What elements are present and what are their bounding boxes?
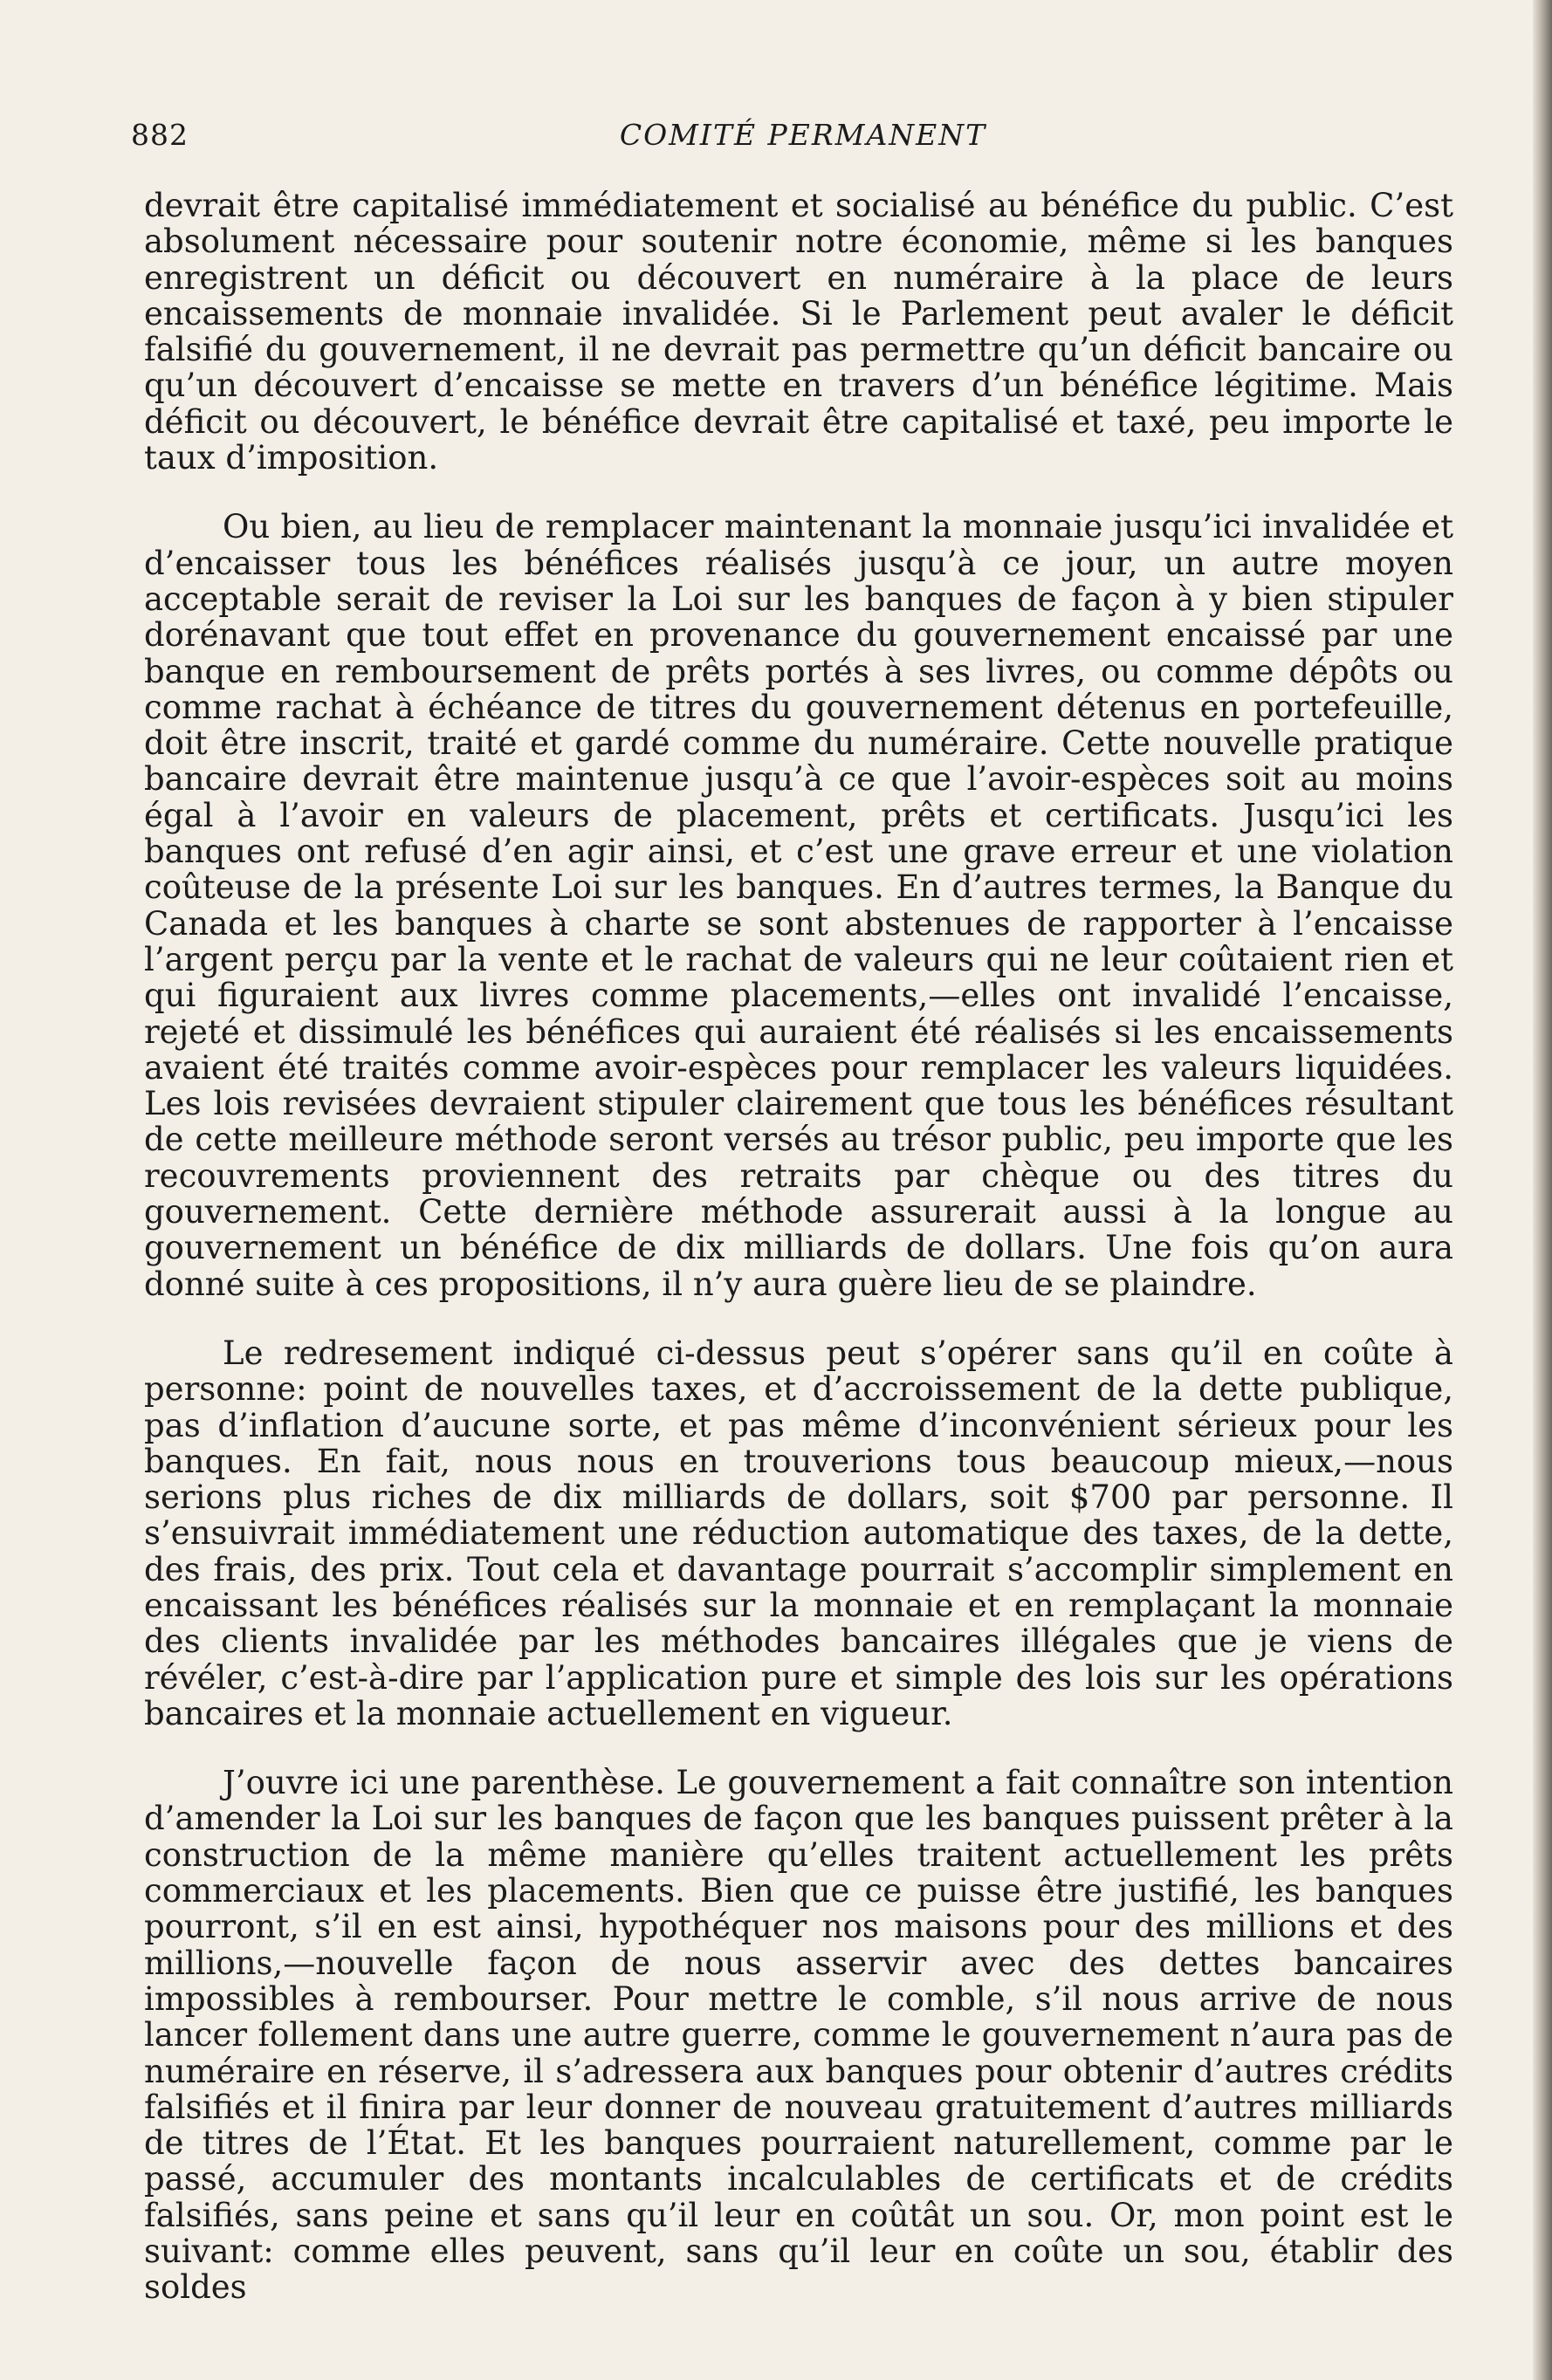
page-header bbox=[131, 118, 1475, 161]
paragraph: Le redresement indiqué ci-dessus peut s’opérer sans qu’il en coûte à personne: point de nouvelles taxes, et d’accroissement de la dette publique, pas d’inflation d’aucune sorte, et pas même d’inconvénient sérieux pour les banques. En fait, nous nous en trouverions tous beaucoup mieux,—nous serions plus riches de dix milliards de dollars, soit $700 par personne. Il s’ensuivrait immédiatement une réduction automatique des taxes, de la dette, des frais, des prix. Tout cela et davantage pourrait s’accomplir simplement en encaissant les bénéfices réalisés sur la monnaie et en remplaçant la monnaie des clients invalidée par les méthodes bancaires illégales que je viens de révéler, c’est-à-dire par l’application pure et simple des lois sur les opérations bancaires et la monnaie actuellement en vigueur. bbox=[144, 1334, 1453, 1732]
body-text bbox=[144, 188, 1453, 2339]
paragraph-continued: devrait être capitalisé immédiatement et socialisé au bénéfice du public. C’est absolument nécessaire pour soutenir notre économie, même si les banques enregistrent un déficit ou découvert en numéraire à la place de leurs encaissements de monnaie invalidée. Si le Parlement peut avaler le déficit falsifié du gouvernement, il ne devrait pas permettre qu’un déficit bancaire ou qu’un découvert d’encaisse se mette en travers d’un bénéfice légitime. Mais déficit ou découvert, le bénéfice devrait être capitalisé et taxé, peu importe le taux d’imposition. bbox=[144, 187, 1453, 477]
paragraph: Ou bien, au lieu de remplacer maintenant la monnaie jusqu’ici invalidée et d’encaisser tous les bénéfices réalisés jusqu’à ce jour, un autre moyen acceptable serait de reviser la Loi sur les banques de façon à y bien stipuler dorénavant que tout effet en provenance du gouvernement encaissé par une banque en remboursement de prêts portés à ses livres, ou comme dépôts ou comme rachat à échéance de titres du gouvernement détenus en portefeuille, doit être inscrit, traité et gardé comme du numéraire. Cette nouvelle pratique bancaire devrait être maintenue jusqu’à ce que l’avoir-espèces soit au moins égal à l’avoir en valeurs de placement, prêts et certificats. Jusqu’ici les banques ont refusé d’en agir ainsi, et c’est une grave erreur et une violation coûteuse de la présente Loi sur les banques. En d’autres termes, la Banque du Canada et les banques à charte se sont abstenues de rapporter à l’encaisse l’argent perçu par la vente et le rachat de valeurs qui ne leur coûtaient rien et qui figuraient aux livres comme placements,—elles ont invalidé l’encaisse, rejeté et dissimulé les bénéfices qui auraient été réalisés si les encaissements avaient été traités comme avoir-espèces pour remplacer les valeurs liquidées. Les lois revisées devraient stipuler clairement que tous les bénéfices résultant de cette meilleure méthode seront versés au trésor public, peu importe que les recouvrements proviennent des retraits par chèque ou des titres du gouvernement. Cette dernière méthode assurerait aussi à la longue au gouvernement un bénéfice de dix milliards de dollars. Une fois qu’on aura donné suite à ces propositions, il n’y aura guère lieu de se plaindre. bbox=[144, 508, 1453, 1303]
page-number: 882 bbox=[131, 118, 189, 152]
paragraph: J’ouvre ici une parenthèse. Le gouvernement a fait connaître son intention d’amender la Loi sur les banques de façon que les banques puissent prêter à la construction de la même manière qu’elles traitent actuellement les prêts commerciaux et les placements. Bien que ce puisse être justifié, les banques pourront, s’il en est ainsi, hypothéquer nos maisons pour des millions et des millions,—nouvelle façon de nous asservir avec des dettes bancaires impossibles à rembourser. Pour mettre le comble, s’il nous arrive de nous lancer follement dans une autre guerre, comme le gouvernement n’aura pas de numéraire en réserve, il s’adressera aux banques pour obtenir d’autres crédits falsifiés et il finira par leur donner de nouveau gratuitement d’autres milliards de titres de l’État. Et les banques pourraient naturellement, comme par le passé, accumuler des montants incalculables de certificats et de crédits falsifiés, sans peine et sans qu’il leur en coûtât un sou. Or, mon point est le suivant: comme elles peuvent, sans qu’il leur en coûte un sou, établir des soldes bbox=[144, 1764, 1453, 2307]
page-binding-edge bbox=[1533, 0, 1552, 2380]
running-title: COMITÉ PERMANENT bbox=[619, 118, 987, 152]
